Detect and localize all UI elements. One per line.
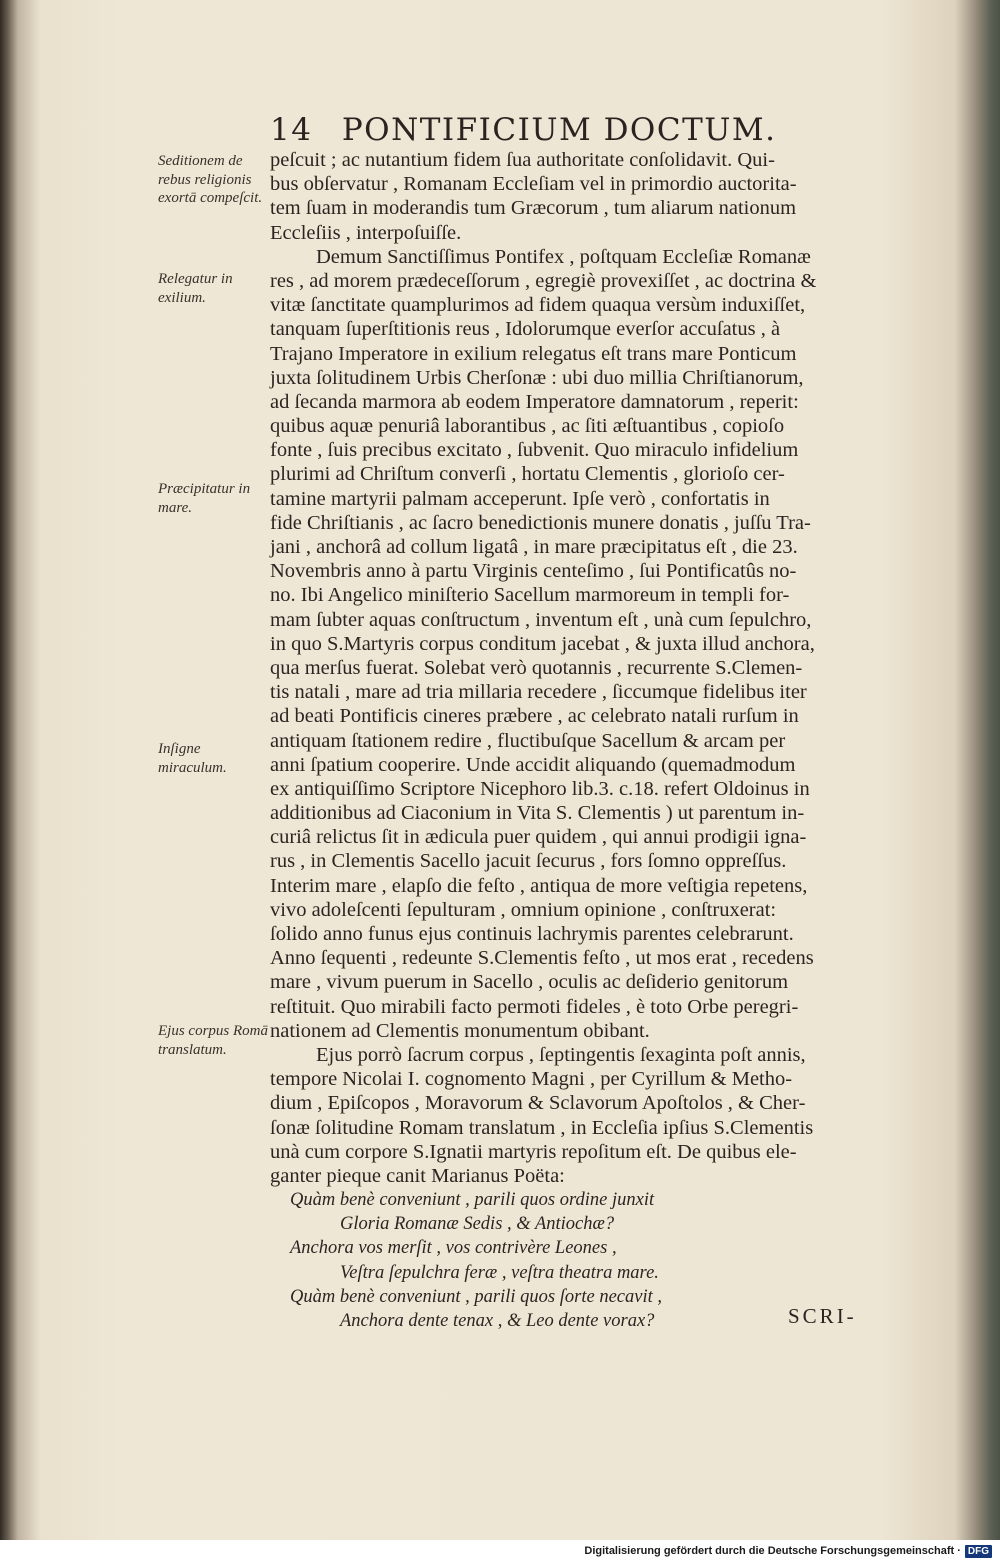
margin-note: Præcipitatur in mare.: [158, 481, 251, 516]
digitization-footer: [0, 1540, 1000, 1562]
main-text-block: [270, 148, 890, 1333]
text-line: in quo S.Martyris corpus conditum jacebat , & juxta illud anchora,: [270, 632, 815, 655]
dfg-logo-icon: DFG: [965, 1545, 992, 1558]
text-line: Novembris anno à partu Virginis centeſimo , ſui Pontificatûs no-: [270, 560, 797, 583]
text-line: res , ad morem prædeceſſorum , egregiè provexiſſet , ac doctrina &: [270, 269, 817, 292]
verse-line: Quàm benè conveniunt , parili quos ſorte necavit ,: [290, 1286, 662, 1307]
text-line: Interim mare , elapſo die feſto , antiqua de more veſtigia repetens,: [270, 874, 808, 897]
verse-line: Quàm benè conveniunt , parili quos ordine junxit: [290, 1190, 655, 1211]
text-line: juxta ſolitudinem Urbis Cherſonæ : ubi duo millia Chriſtianorum,: [270, 366, 804, 389]
text-line: tem ſuam in moderandis tum Græcorum , tum aliarum nationum: [270, 197, 797, 220]
text-line: antiquam ſtationem redire , fluctibuſque Sacellum & arcam per: [270, 729, 786, 752]
text-line: quibus aquæ penuriâ laborantibus , ac ſiti æſtuantibus , copioſo: [270, 415, 785, 438]
text-line: Ejus porrò ſacrum corpus , ſeptingentis ſexaginta poſt annis,: [316, 1043, 806, 1066]
text-line: Anno ſequenti , redeunte S.Clementis feſto , ut mos erat , recedens: [270, 947, 814, 970]
margin-note: Ejus corpus Romā translatum.: [158, 1023, 268, 1058]
verse-line: Gloria Romanæ Sedis , & Antiochæ?: [340, 1214, 615, 1235]
text-line: tamine martyrii palmam acceperunt. Ipſe verò , confortatis in: [270, 487, 770, 510]
margin-note: Seditionem de rebus religionis exortā compeſcit.: [158, 153, 263, 206]
text-line: vitæ ſanctitate quamplurimos ad fidem quaqua versùm induxiſſet,: [270, 294, 806, 317]
text-line: anni ſpatium cooperire. Unde accidit aliquando (quemadmodum: [270, 753, 796, 776]
text-line: rus , in Clementis Sacello jacuit ſecurus , fors ſomno oppreſſus.: [270, 850, 787, 873]
text-line: vivo adoleſcenti ſepulturam , omnium opinione , conſtruxerat:: [270, 898, 777, 921]
text-line: jani , anchorâ ad collum ligatâ , in mare præcipitatus eſt , die 23.: [270, 536, 798, 558]
text-line: Trajano Imperatore in exilium relegatus eſt trans mare Ponticum: [270, 342, 797, 365]
text-line: ſonæ ſolitudine Romam translatum , in Eccleſia ipſius S.Clementis: [270, 1116, 814, 1139]
page-number: 14: [270, 112, 313, 148]
text-line: fonte , ſuis precibus excitato , ſubvenit. Quo miraculo infidelium: [270, 439, 799, 462]
text-line: bus obſervatur , Romanam Eccleſiam vel in primordio auctorita-: [270, 173, 797, 196]
text-line: Eccleſiis , interpoſuiſſe.: [270, 221, 462, 244]
footer-credit: Digitalisierung gefördert durch die Deutsche Forschungsgemeinschaft ·: [584, 1545, 961, 1557]
margin-note: Inſigne miraculum.: [158, 741, 227, 776]
text-line: ad beati Pontificis cineres præbere , ac celebrato natali rurſum in: [270, 705, 799, 728]
text-line: ex antiquiſſimo Scriptore Nicephoro lib.3. c.18. refert Oldoinus in: [270, 777, 810, 800]
text-line: unà cum corpore S.Ignatii martyris repoſitum eſt. De quibus ele-: [270, 1140, 797, 1163]
text-line: ad ſecanda marmora ab eodem Imperatore damnatorum , reperit:: [270, 390, 799, 413]
text-line: tis natali , mare ad tria millaria recedere , ſiccumque fidelibus iter: [270, 681, 807, 704]
verse-line: Anchora vos merſit , vos contrivère Leones ,: [290, 1238, 617, 1259]
text-line: mare , vivum puerum in Sacello , oculis ac deſiderio genitorum: [270, 971, 789, 994]
text-line: ganter pieque canit Marianus Poëta:: [270, 1164, 565, 1187]
verse-line: Veſtra ſepulchra feræ , veſtra theatra mare.: [340, 1262, 659, 1283]
text-line: plurimi ad Chriſtum converſi , hortatu Clementis , glorioſo cer-: [270, 463, 785, 486]
catchword: SCRI-: [788, 1304, 857, 1328]
text-line: peſcuit ; ac nutantium fidem ſua authoritate conſolidavit. Qui-: [270, 149, 775, 171]
text-line: Demum Sanctiſſimus Pontifex , poſtquam Eccleſiæ Romanæ: [316, 245, 811, 268]
text-line: tempore Nicolai I. cognomento Magni , per Cyrillum & Metho-: [270, 1068, 793, 1091]
running-header: [270, 112, 776, 148]
text-line: ſolido anno funus ejus continuis lachrymis parentes celebrarunt.: [270, 923, 794, 945]
margin-note: Relegatur in exilium.: [158, 271, 233, 306]
running-title: PONTIFICIUM DOCTUM.: [341, 112, 777, 148]
text-line: additionibus ad Ciaconium in Vita S. Clementis ) ut parentum in-: [270, 802, 805, 825]
text-line: curiâ relictus ſit in ædicula puer quidem , qui annui prodigii igna-: [270, 826, 807, 849]
text-line: fide Chriſtianis , ac ſacro benedictionis munere donatis , juſſu Tra-: [270, 511, 811, 534]
text-line: no. Ibi Angelico miniſterio Sacellum marmoreum in templi for-: [270, 584, 790, 607]
text-line: mam ſubter aquas conſtructum , inventum eſt , unà cum ſepulchro,: [270, 608, 812, 631]
text-line: qua merſus fuerat. Solebat verò quotannis , recurrente S.Clemen-: [270, 656, 803, 679]
text-line: reſtituit. Quo mirabili facto permoti fideles , è toto Orbe peregri-: [270, 995, 799, 1018]
text-line: nationem ad Clementis monumentum obibant.: [270, 1019, 650, 1042]
text-line: dium , Epiſcopos , Moravorum & Sclavorum Apoſtolos , & Cher-: [270, 1092, 806, 1115]
verse-line: Anchora dente tenax , & Leo dente vorax?: [340, 1311, 655, 1331]
text-line: tanquam ſuperſtitionis reus , Idolorumque everſor accuſatus , à: [270, 318, 781, 341]
